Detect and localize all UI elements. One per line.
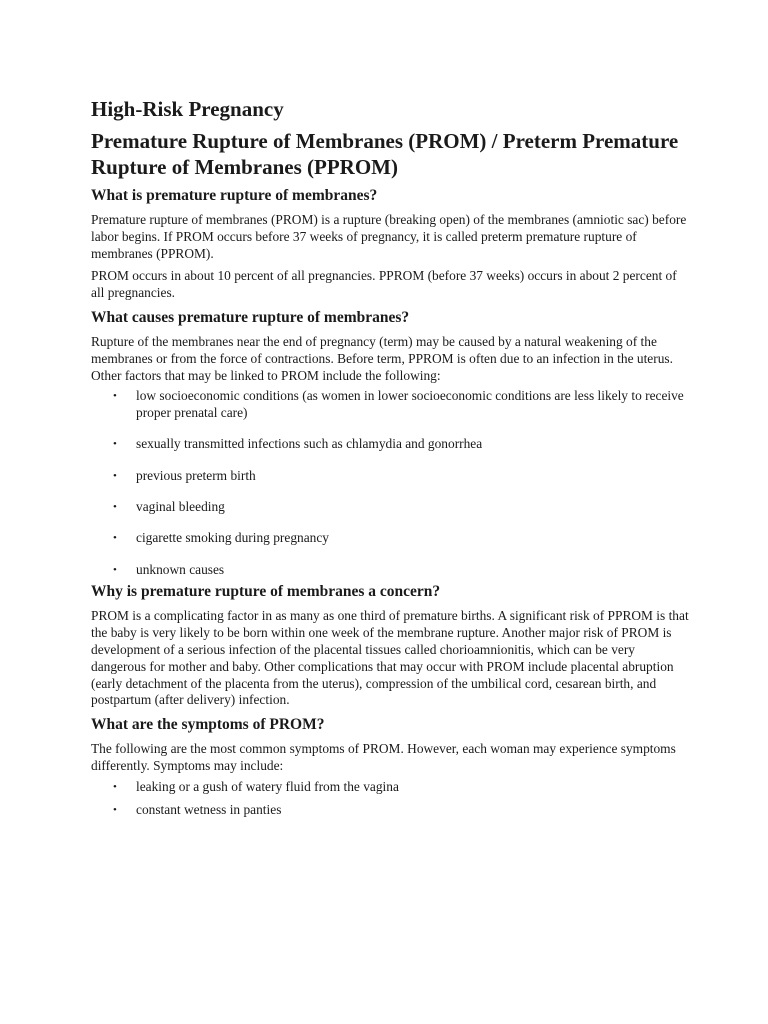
section-causes xyxy=(91,308,691,578)
list-item xyxy=(113,562,691,579)
bullet-icon: • xyxy=(113,803,117,816)
section-heading: What are the symptoms of PROM? xyxy=(91,716,325,734)
list-item-text: sexually transmitted infections such as chlamydia and gonorrhea xyxy=(136,436,483,452)
section-symptoms xyxy=(91,715,691,818)
document-title: High-Risk Pregnancy xyxy=(91,97,284,121)
paragraph: Rupture of the membranes near the end of pregnancy (term) may be caused by a natural weakening of the membranes or from the force of contractions. Before term, PPROM is often due to an infection in the uterus. Other factors that may be linked to PROM include the following: xyxy=(91,333,673,383)
list-item-text: constant wetness in panties xyxy=(136,801,282,817)
bullet-icon: • xyxy=(113,469,117,482)
list-item-text: leaking or a gush of watery fluid from the vagina xyxy=(136,778,399,794)
bullet-icon: • xyxy=(113,501,117,514)
section-heading: What causes premature rupture of membranes? xyxy=(91,308,410,326)
paragraph: Premature rupture of membranes (PROM) is a rupture (breaking open) of the membranes (amniotic sac) before labor begins. If PROM occurs before 37 weeks of pregnancy, it is called preterm premature rupture of membranes (PPROM). xyxy=(91,212,687,261)
document-subtitle: Premature Rupture of Membranes (PROM) / Preterm Premature Rupture of Membranes (PPROM) xyxy=(91,129,679,179)
list-item xyxy=(113,802,691,819)
bullet-icon: • xyxy=(113,563,117,576)
list-item-text: previous preterm birth xyxy=(136,467,256,483)
list-item-text: low socioeconomic conditions (as women in lower socioeconomic conditions are less likely to receive proper prenatal care) xyxy=(136,388,684,421)
paragraph: PROM is a complicating factor in as many as one third of premature births. A significant risk of PPROM is that the baby is very likely to be born within one week of the membrane rupture. Another major risk of PROM is development of a serious infection of the placental tissues called chorioamnionitis, which can be very dangerous for mother and baby. Other complications that may occur with PROM include placental abruption (early detachment of the placenta from the uterus), compression of the umbilical cord, cesarean birth, and postpartum (after delivery) infection. xyxy=(91,608,689,708)
list-item xyxy=(113,779,691,796)
list-item-text: unknown causes xyxy=(136,561,225,577)
list-item xyxy=(113,530,691,547)
section-heading: What is premature rupture of membranes? xyxy=(91,187,378,204)
bullet-icon: • xyxy=(113,438,117,451)
list-item xyxy=(113,388,691,422)
paragraph: PROM occurs in about 10 percent of all pregnancies. PPROM (before 37 weeks) occurs in about 2 percent of all pregnancies. xyxy=(91,268,677,301)
bullet-icon: • xyxy=(113,390,117,403)
list-item xyxy=(113,468,691,485)
document-page xyxy=(91,96,691,824)
list-item xyxy=(113,436,691,453)
list-item xyxy=(113,499,691,516)
causes-list xyxy=(91,388,691,578)
bullet-icon: • xyxy=(113,532,117,545)
section-concern xyxy=(91,582,691,709)
bullet-icon: • xyxy=(113,780,117,793)
paragraph: The following are the most common symptoms of PROM. However, each woman may experience symptoms differently. Symptoms may include: xyxy=(91,741,676,774)
symptoms-list xyxy=(91,779,691,819)
list-item-text: cigarette smoking during pregnancy xyxy=(136,530,329,546)
list-item-text: vaginal bleeding xyxy=(136,499,225,515)
section-heading: Why is premature rupture of membranes a concern? xyxy=(91,583,441,601)
section-what-is xyxy=(91,186,691,302)
